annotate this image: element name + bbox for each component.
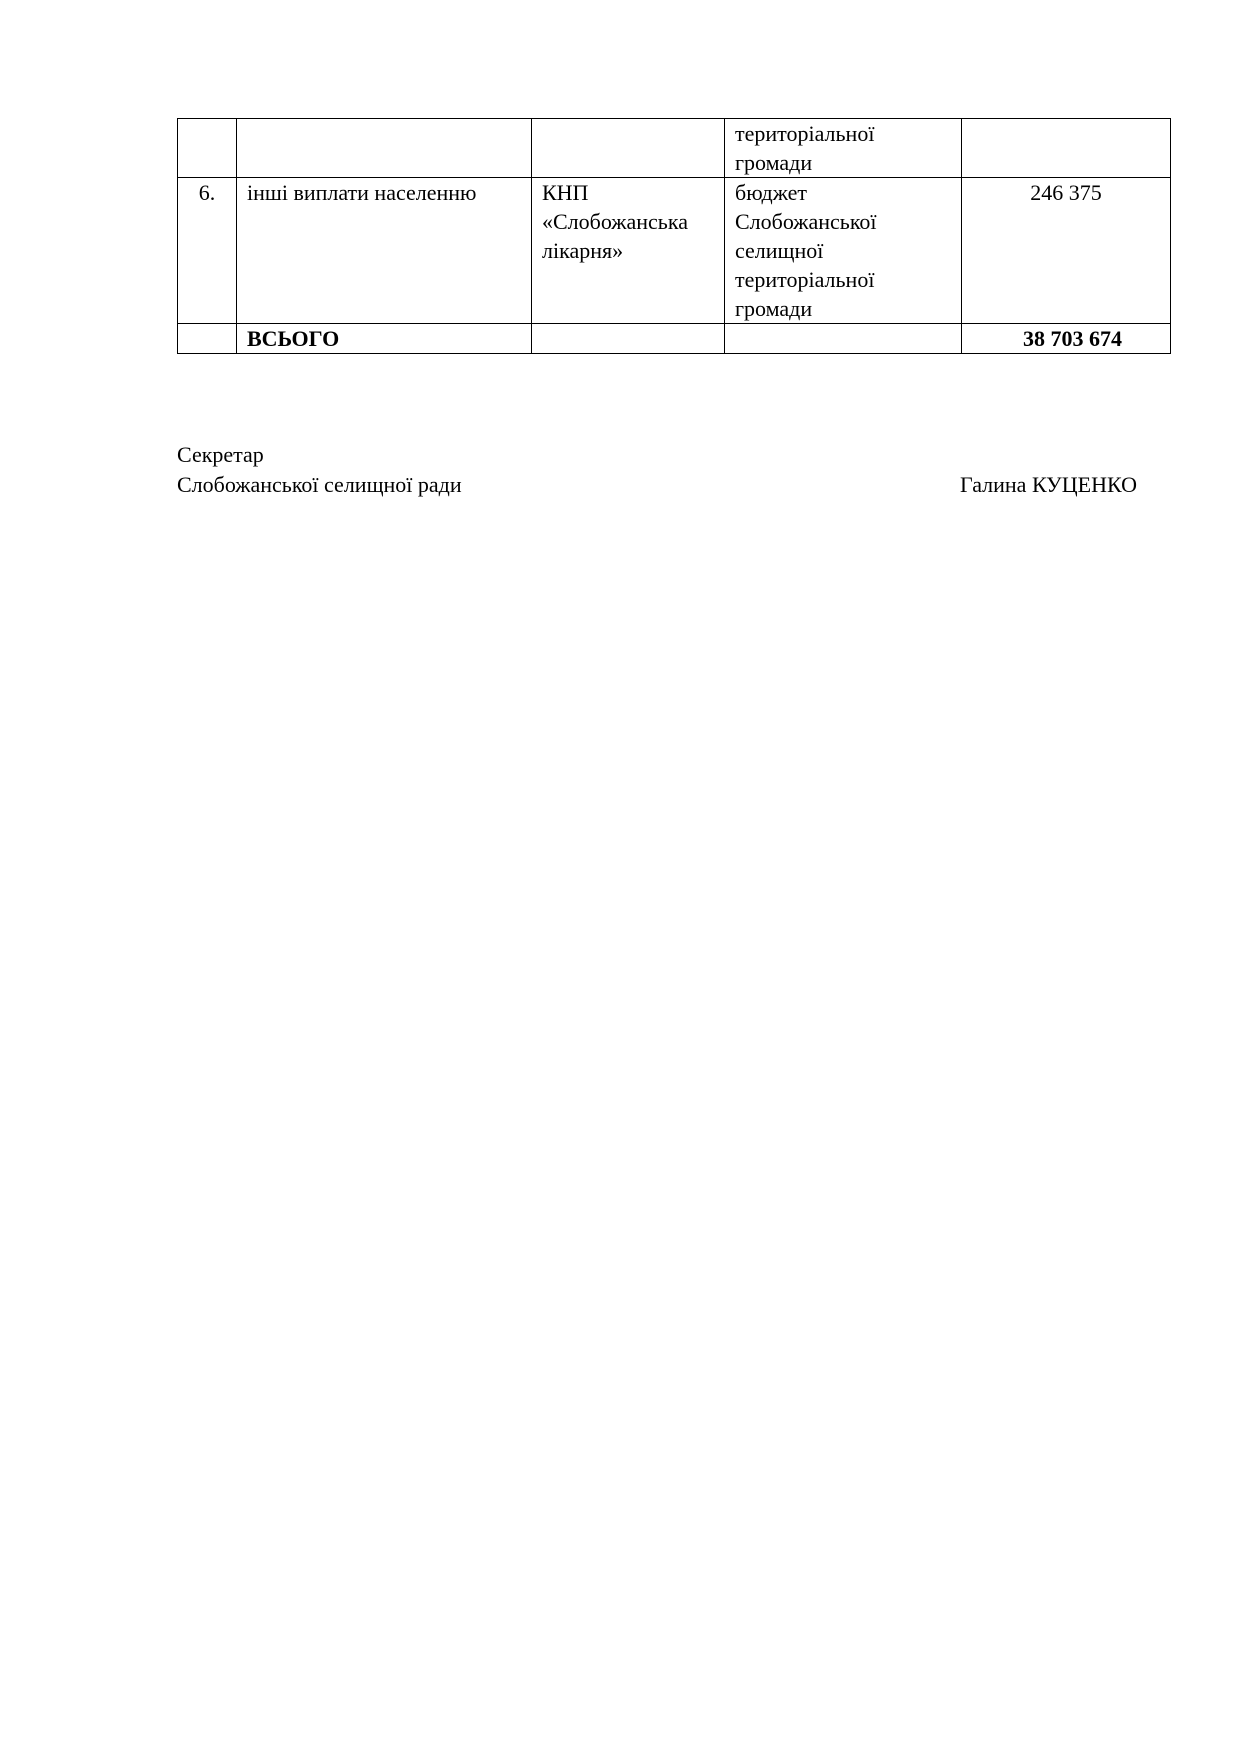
signatory-role: Секретар <box>177 442 264 467</box>
source-line: територіальної <box>735 121 875 146</box>
total-empty-cell <box>725 324 962 354</box>
row-source-cell <box>725 178 962 324</box>
total-amount-cell: 38 703 674 <box>962 324 1171 354</box>
source-line: селищної <box>735 238 824 263</box>
total-label-cell: ВСЬОГО <box>237 324 532 354</box>
source-line: територіальної <box>735 267 875 292</box>
table-row <box>178 178 1171 324</box>
executor-line: КНП <box>542 180 589 205</box>
signatory-name: Галина КУЦЕНКО <box>960 472 1137 497</box>
council-name: Слобожанської селищної ради <box>177 472 462 497</box>
row-name-cell <box>237 119 532 178</box>
row-name-cell: інші виплати населенню <box>237 178 532 324</box>
row-number-cell <box>178 119 237 178</box>
row-source-cell <box>725 119 962 178</box>
row-number-cell: 6. <box>178 178 237 324</box>
total-number-cell <box>178 324 237 354</box>
source-line: Слобожанської <box>735 209 877 234</box>
signature-line <box>177 470 1137 500</box>
row-executor-cell <box>532 119 725 178</box>
source-line: громади <box>735 150 813 175</box>
row-amount-cell: 246 375 <box>962 178 1171 324</box>
executor-line: лікарня» <box>542 238 624 263</box>
table-row <box>178 119 1171 178</box>
source-line: громади <box>735 296 813 321</box>
total-row <box>178 324 1171 354</box>
row-amount-cell <box>962 119 1171 178</box>
source-line: бюджет <box>735 180 807 205</box>
total-empty-cell <box>532 324 725 354</box>
row-executor-cell <box>532 178 725 324</box>
budget-table <box>177 118 1171 354</box>
executor-line: «Слобожанська <box>542 209 688 234</box>
signature-block <box>177 440 1137 500</box>
